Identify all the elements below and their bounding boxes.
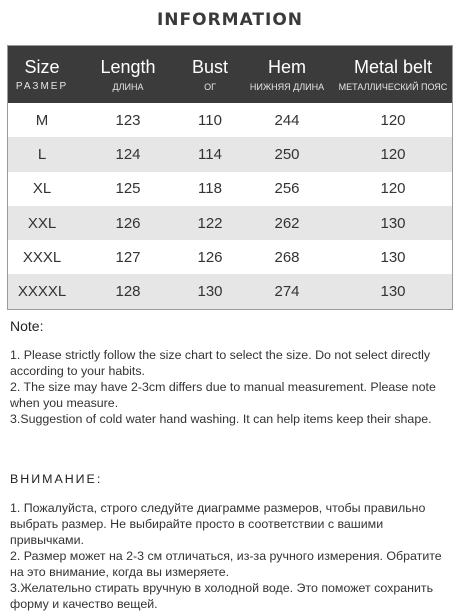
cell-size: XXXXL <box>17 283 67 301</box>
ru-note-heading: ВНИМАНИЕ: <box>10 472 103 486</box>
cell-metal-belt: 130 <box>380 283 406 301</box>
cell-metal-belt: 120 <box>380 111 406 129</box>
ru-note-item: 2. Размер может на 2-3 см отличаться, из-за ручного измерения. Обратите на это внимание, когда вы измеряете. <box>10 549 442 579</box>
cell-bust: 126 <box>197 248 223 266</box>
cell-length: 127 <box>115 248 141 266</box>
header-sublabel: РАЗМЕР <box>15 80 69 92</box>
size-chart-table <box>7 45 453 310</box>
table-row <box>8 103 452 137</box>
cell-bust: 110 <box>198 111 222 129</box>
cell-hem: 262 <box>274 214 300 232</box>
cell-length: 123 <box>115 111 141 129</box>
header-sublabel: НИЖНЯЯ ДЛИНА <box>249 81 325 92</box>
cell-size: XL <box>32 180 52 198</box>
header-sublabel: МЕТАЛЛИЧЕСКИЙ ПОЯС <box>338 81 448 92</box>
header-sublabel: ОГ <box>204 81 216 92</box>
cell-metal-belt: 130 <box>380 214 406 232</box>
cell-length: 126 <box>115 214 141 232</box>
cell-hem: 256 <box>274 180 300 198</box>
cell-size: M <box>35 111 49 129</box>
table-row <box>8 274 452 308</box>
header-bust <box>180 46 240 103</box>
table-header <box>8 46 452 103</box>
note-heading: Note: <box>10 318 44 334</box>
table-row <box>8 137 452 171</box>
cell-length: 124 <box>115 145 141 163</box>
cell-length: 125 <box>115 180 141 198</box>
header-label: Hem <box>267 56 306 77</box>
table-row <box>8 172 452 206</box>
header-label: Bust <box>191 56 229 77</box>
header-size <box>8 46 76 103</box>
header-label: Length <box>100 56 156 77</box>
cell-hem: 274 <box>274 283 300 301</box>
cell-size: L <box>37 145 47 163</box>
note-item: 1. Please strictly follow the size chart to select the size. Do not select directly according to your habits. <box>10 348 431 378</box>
page-title: INFORMATION <box>156 10 304 30</box>
cell-hem: 250 <box>274 145 300 163</box>
cell-bust: 130 <box>197 283 223 301</box>
cell-metal-belt: 120 <box>380 145 406 163</box>
header-sublabel: ДЛИНА <box>112 81 144 92</box>
cell-bust: 122 <box>197 214 223 232</box>
header-label: Size <box>24 56 60 77</box>
cell-hem: 244 <box>274 111 300 129</box>
ru-note-list <box>10 500 452 612</box>
cell-size: XXXL <box>22 248 62 266</box>
ru-note-item: 3.Желательно стирать вручную в холодной воде. Это поможет сохранить форму и качество вещей. <box>10 581 434 611</box>
cell-hem: 268 <box>274 248 300 266</box>
table-row <box>8 240 452 274</box>
header-metal-belt <box>334 46 452 103</box>
cell-metal-belt: 120 <box>380 180 406 198</box>
note-item: 3.Suggestion of cold water hand washing. It can help items keep their shape. <box>10 412 432 426</box>
note-list <box>10 347 452 427</box>
header-hem <box>240 46 334 103</box>
cell-bust: 114 <box>198 145 222 163</box>
note-item: 2. The size may have 2-3cm differs due to manual measurement. Please note when you measure. <box>10 380 436 410</box>
cell-metal-belt: 130 <box>380 248 406 266</box>
table-row <box>8 206 452 240</box>
ru-note-item: 1. Пожалуйста, строго следуйте диаграмме размеров, чтобы правильно выбрать размер. Не выбирайте просто в соответствии с вашими привычками. <box>10 501 426 547</box>
header-length <box>76 46 180 103</box>
cell-bust: 118 <box>198 180 222 198</box>
header-label: Metal belt <box>353 56 433 77</box>
cell-length: 128 <box>115 283 141 301</box>
cell-size: XXL <box>27 214 57 232</box>
